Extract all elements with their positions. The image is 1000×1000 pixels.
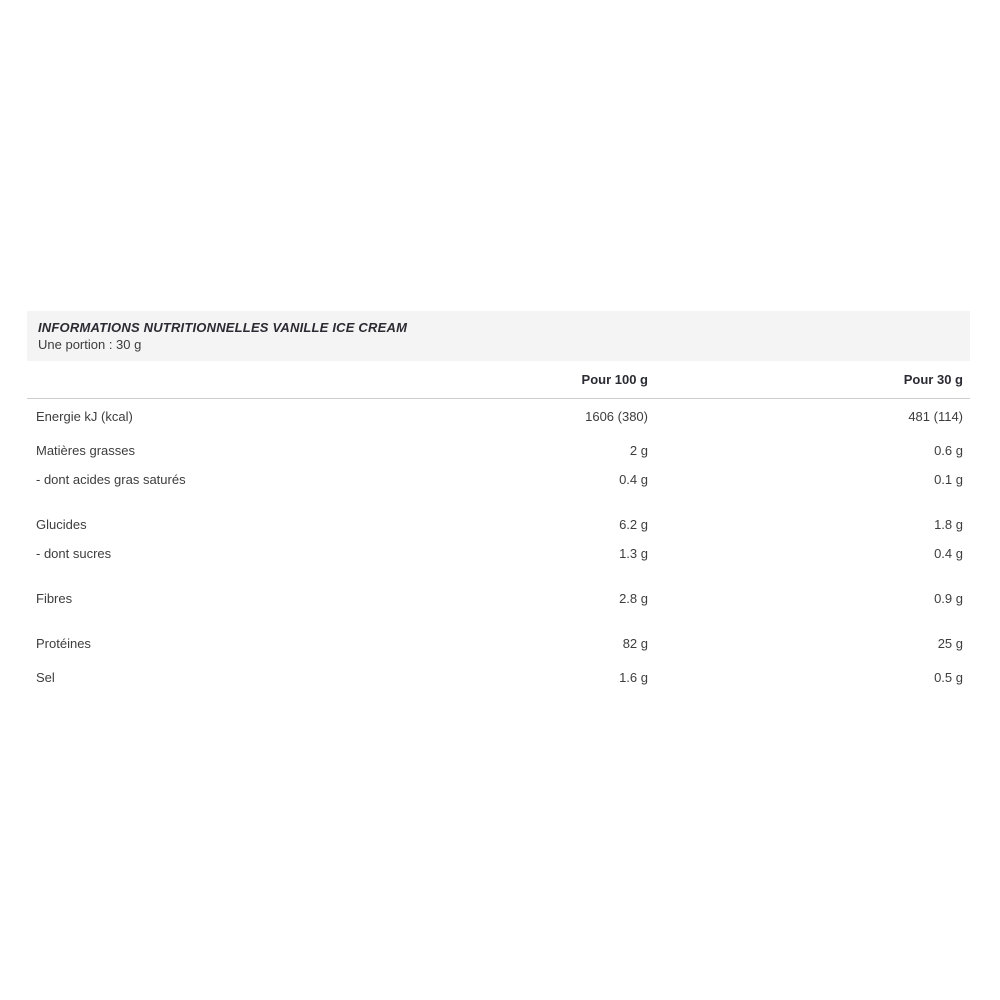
value-per-100g: 2.8 g (619, 591, 648, 606)
value-per-30g: 0.6 g (934, 443, 963, 458)
nutrient-label: - dont acides gras saturés (36, 472, 186, 487)
table-row (27, 510, 970, 539)
table-row (27, 402, 970, 431)
column-header-per-30g: Pour 30 g (903, 372, 963, 387)
value-per-30g: 1.8 g (934, 517, 963, 532)
table-row (27, 629, 970, 658)
value-per-100g: 1.6 g (619, 670, 648, 685)
value-per-100g: 6.2 g (619, 517, 648, 532)
table-row (27, 663, 970, 692)
nutrition-panel (27, 311, 970, 692)
panel-title: INFORMATIONS NUTRITIONNELLES VANILLE ICE CREAM (38, 320, 408, 335)
panel-header (27, 311, 970, 361)
value-per-30g: 0.1 g (934, 472, 963, 487)
nutrient-label: Energie kJ (kcal) (36, 409, 133, 424)
value-per-100g: 2 g (629, 443, 648, 458)
nutrient-label: - dont sucres (36, 546, 112, 561)
nutrient-label: Sel (36, 670, 55, 685)
nutrient-label: Matières grasses (36, 443, 135, 458)
table-row (27, 436, 970, 465)
nutrient-label: Protéines (36, 636, 91, 651)
value-per-100g: 1606 (380) (585, 409, 648, 424)
value-per-100g: 1.3 g (619, 546, 648, 561)
table-row (27, 539, 970, 568)
value-per-30g: 0.9 g (934, 591, 963, 606)
portion-note: Une portion : 30 g (38, 337, 142, 352)
table-row (27, 465, 970, 494)
value-per-30g: 0.5 g (934, 670, 963, 685)
nutrient-label: Glucides (36, 517, 87, 532)
table-body (27, 402, 970, 692)
nutrient-label: Fibres (36, 591, 73, 606)
table-row (27, 584, 970, 613)
table-header-row (27, 361, 970, 399)
value-per-30g: 0.4 g (934, 546, 963, 561)
value-per-100g: 82 g (622, 636, 648, 651)
value-per-30g: 25 g (937, 636, 963, 651)
value-per-100g: 0.4 g (619, 472, 648, 487)
column-header-per-100g: Pour 100 g (581, 372, 648, 387)
value-per-30g: 481 (114) (908, 409, 963, 424)
